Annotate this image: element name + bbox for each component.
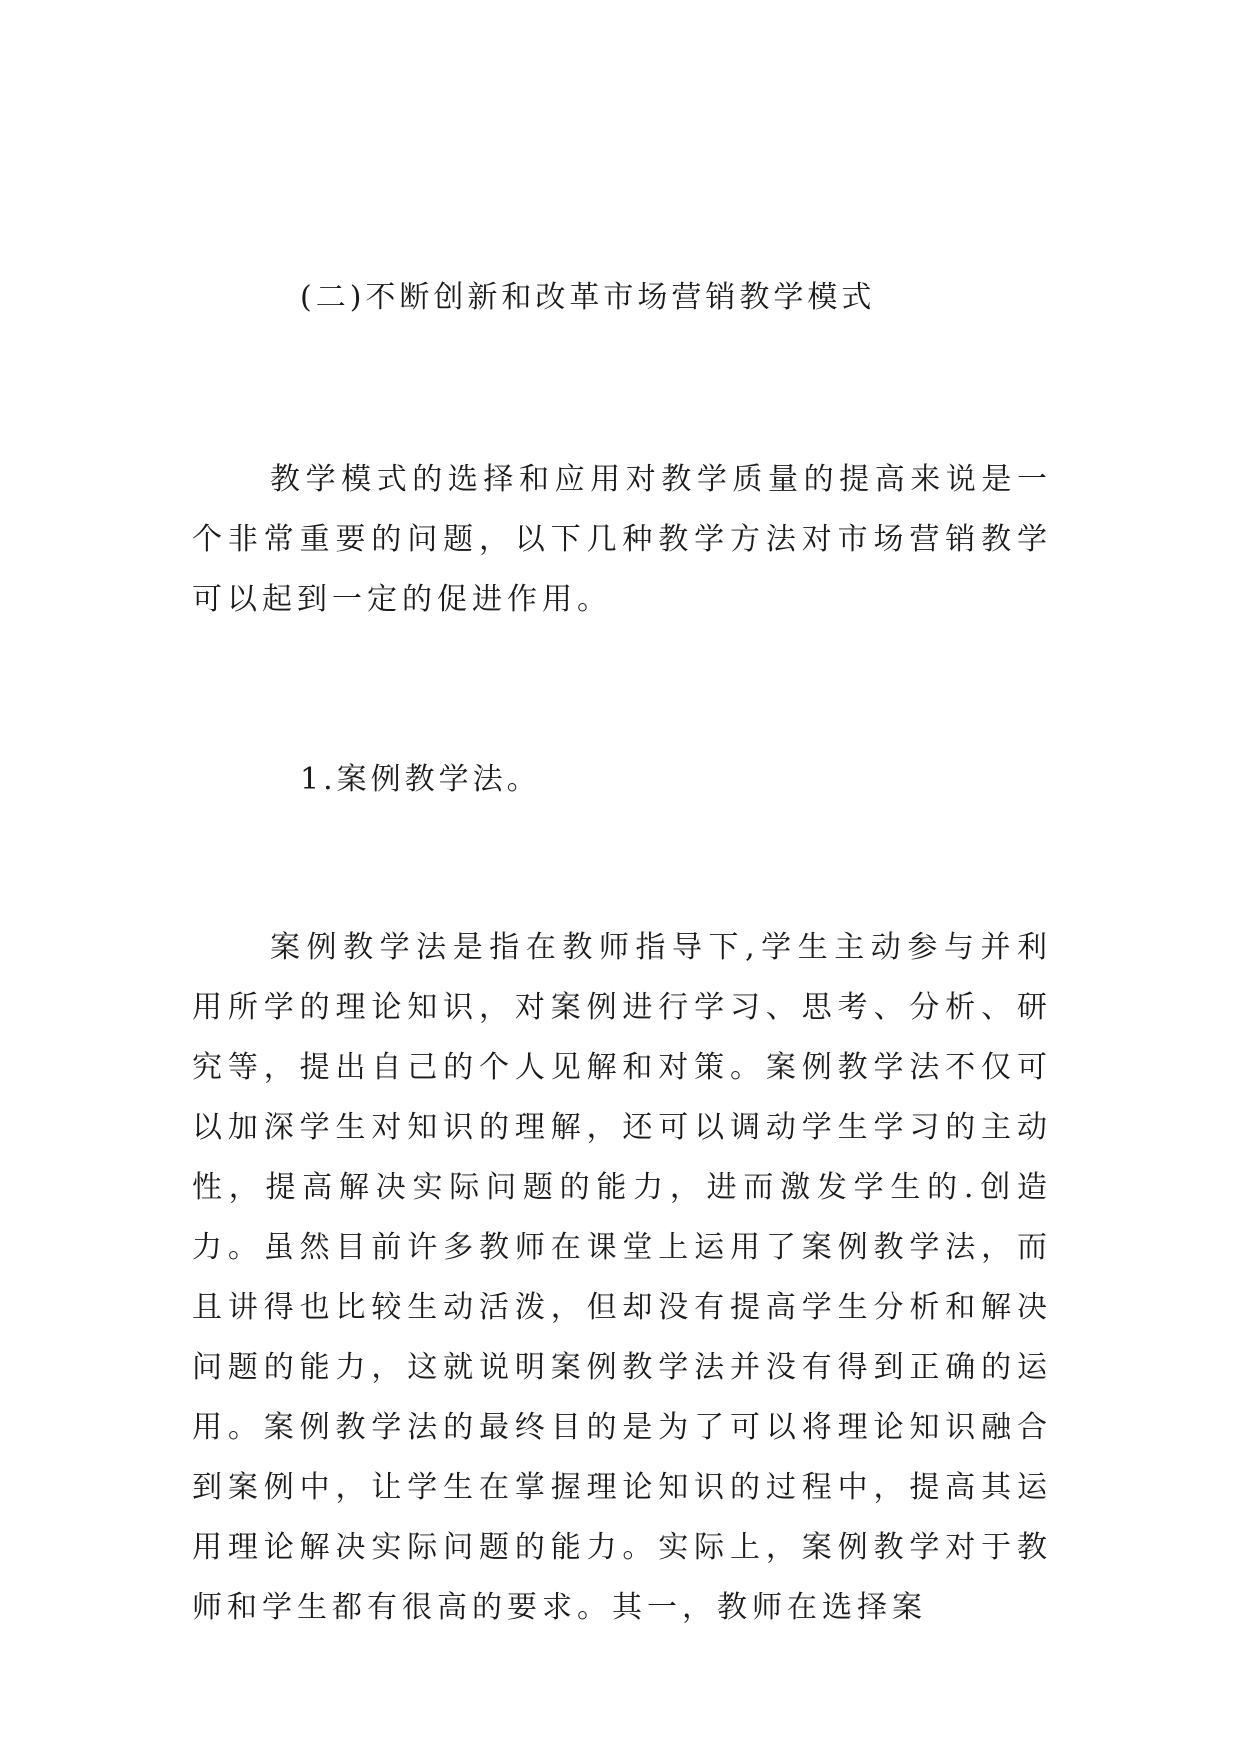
intro-paragraph: 教学模式的选择和应用对教学质量的提高来说是一个非常重要的问题，以下几种教学方法对市场营销教学可以起到一定的促进作用。 — [192, 462, 1052, 617]
method-heading: 1.案例教学法。 — [300, 762, 541, 797]
method-paragraph: 案例教学法是指在教师指导下,学生主动参与并利用所学的理论知识，对案例进行学习、思考、分析、研究等，提出自己的个人见解和对策。案例教学法不仅可以加深学生对知识的理解，还可以调动学生学习的主动性，提高解决实际问题的能力，进而激发学生的.创造力。虽然目前许多教师在课堂上运用了案例教学法，而且讲得也比较生动活泼，但却没有提高学生分析和解决问题的能力，这就说明案例教学法并没有得到正确的运用。案例教学法的最终目的是为了可以将理论知识融合到案例中，让学生在掌握理论知识的过程中，提高其运用理论解决实际问题的能力。实际上，案例教学对于教师和学生都有很高的要求。其一，教师在选择案 — [192, 930, 1052, 1625]
section-heading: (二)不断创新和改革市场营销教学模式 — [300, 280, 876, 315]
